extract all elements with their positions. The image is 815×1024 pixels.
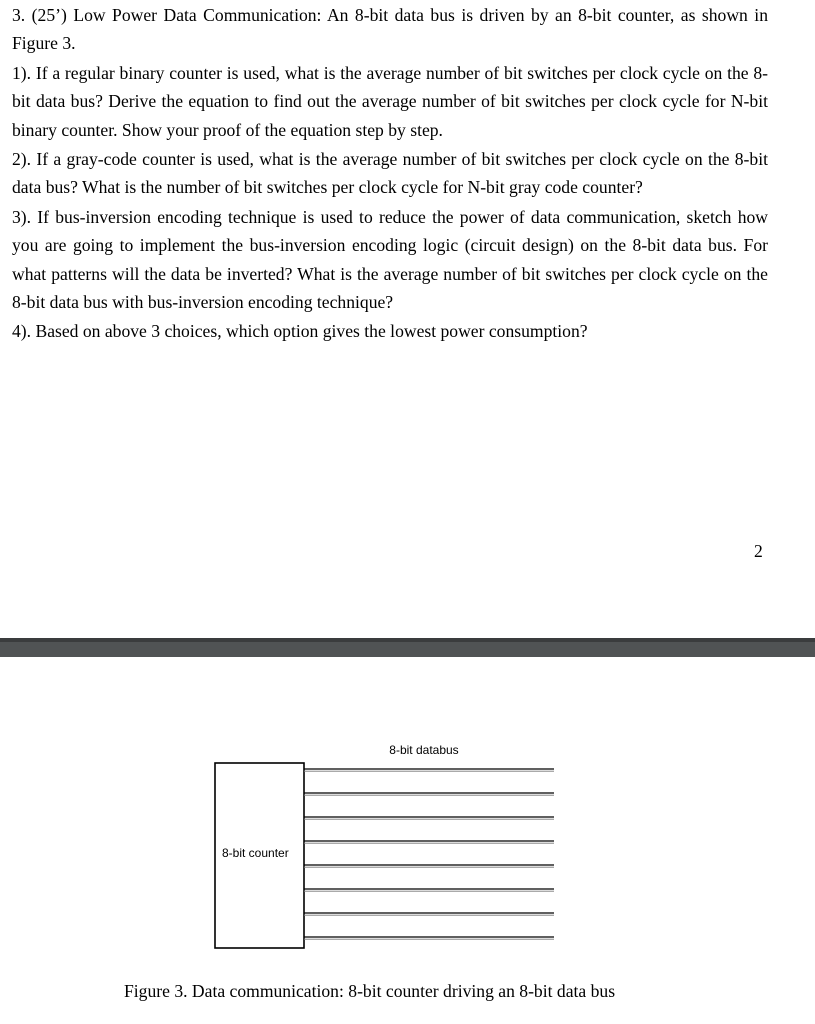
question-intro: 3. (25’) Low Power Data Communication: An 8-bit data bus is driven by an 8-bit counter, as shown in Figure 3. <box>12 5 768 54</box>
databus-label: 8-bit databus <box>389 743 459 757</box>
page-two <box>0 657 815 1024</box>
question-text <box>12 0 768 346</box>
figure-caption: Figure 3. Data communication: 8-bit counter driving an 8-bit data bus <box>124 981 616 1001</box>
page-divider-shadow <box>0 638 815 642</box>
figure-3-diagram <box>0 657 815 1024</box>
question-part-2: 2). If a gray-code counter is used, what is the average number of bit switches per clock cycle on the 8-bit data bus? What is the number of bit switches per clock cycle for N-bit gray code counter? <box>12 149 768 198</box>
question-part-1: 1). If a regular binary counter is used, what is the average number of bit switches per clock cycle on the 8-bit data bus? Derive the equation to find out the average number of bit switches per clock cycle for N-bit binary counter. Show your proof of the equation step by step. <box>12 62 768 140</box>
databus-lines <box>304 769 554 939</box>
question-part-4: 4). Based on above 3 choices, which option gives the lowest power consumption? <box>12 321 588 342</box>
question-part-3: 3). If bus-inversion encoding technique is used to reduce the power of data communication, sketch how you are going to implement the bus-inversion encoding logic (circuit design) on the 8-bit data bus. For what patterns will the data be inverted? What is the average number of bit switches per clock cycle on the 8-bit data bus with bus-inversion encoding technique? <box>12 206 768 313</box>
counter-label: 8-bit counter <box>222 846 289 860</box>
page-number: 2 <box>754 541 763 561</box>
